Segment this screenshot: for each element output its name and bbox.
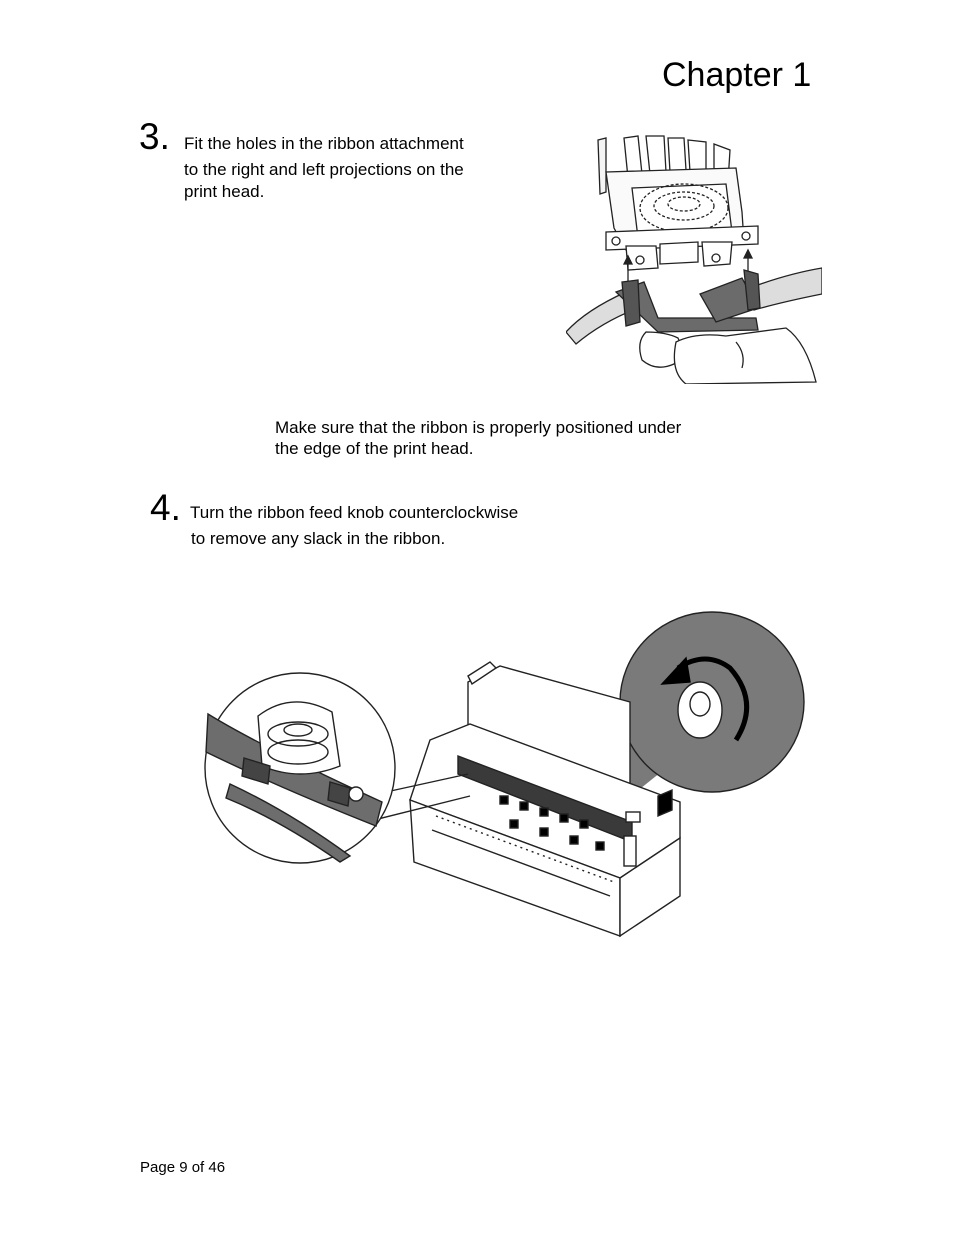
note-text-line-2: the edge of the print head. (275, 439, 474, 458)
magnified-head-callout (205, 673, 395, 863)
step-3-number: 3. (139, 116, 170, 157)
printer-ribbon-knob-illustration (200, 606, 812, 942)
step-4-number: 4. (150, 487, 181, 528)
note-text-line-1: Make sure that the ribbon is properly positioned under (275, 418, 682, 437)
ribbon-attachment-illustration (566, 132, 822, 384)
knob-callout (620, 612, 804, 804)
step-3-text-line-3: print head. (184, 182, 265, 201)
step-4-text-line-2: to remove any slack in the ribbon. (191, 529, 446, 548)
step-3-text-line-1: Fit the holes in the ribbon attachment (184, 134, 464, 153)
step-4-text-line-1: Turn the ribbon feed knob counterclockwise (190, 503, 519, 522)
page-number: Page 9 of 46 (140, 1159, 226, 1176)
step-3-text-line-2: to the right and left projections on the (184, 160, 464, 179)
chapter-title: Chapter 1 (662, 56, 812, 94)
